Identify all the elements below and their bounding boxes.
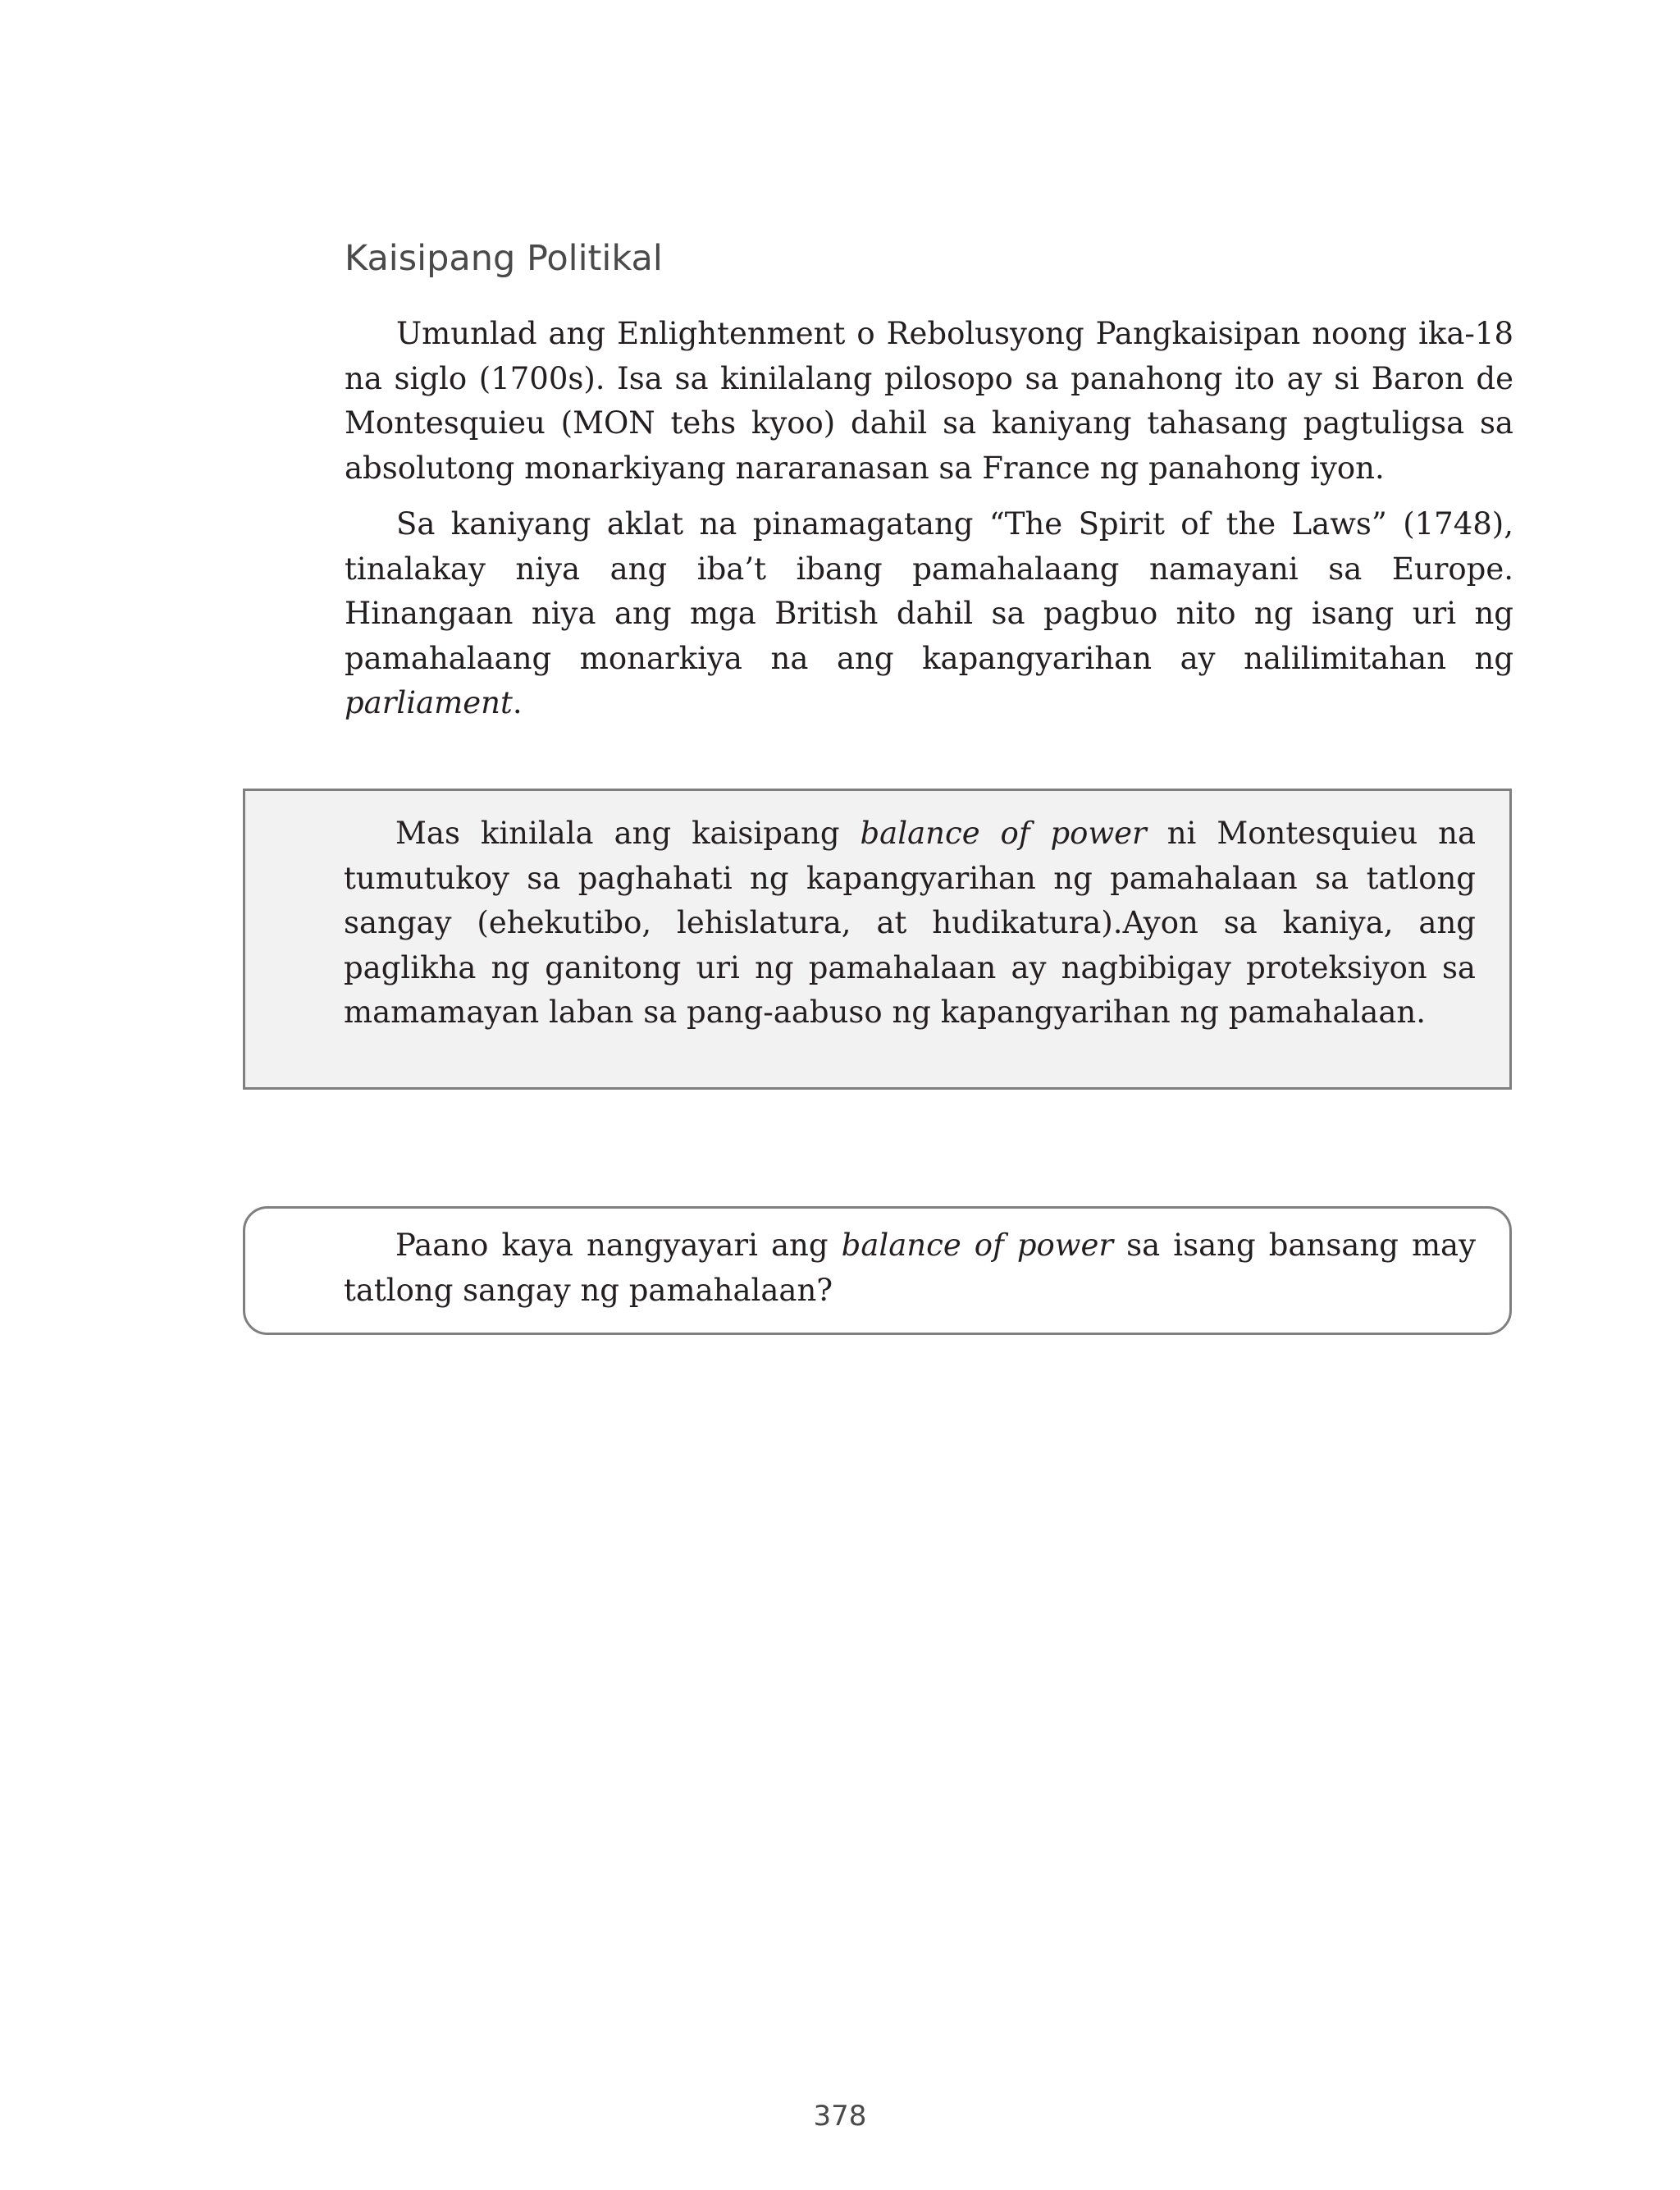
section-heading: Kaisipang Politikal (345, 238, 663, 279)
info-box (243, 789, 1512, 1090)
question-text-start: Paano kaya nangyayari ang (395, 1228, 842, 1263)
info-box-italic: balance of power (860, 816, 1147, 851)
paragraph-2-end: . (512, 685, 523, 720)
main-text (345, 312, 1513, 726)
question-box-text (344, 1223, 1476, 1313)
question-italic: balance of power (841, 1228, 1114, 1263)
paragraph-2-text: Sa kaniyang aklat na pinamagatang “The Spirit of the Laws” (1748), tinalakay niya ang iba’t ibang pamahalaang namayani sa Europe. Hinangaan niya ang mga British dahil sa pagbuo nito ng isang uri ng pamahalaang monarkiya na ang kapangyarihan ay nalilimitahan ng (345, 506, 1513, 676)
question-box (243, 1206, 1512, 1335)
paragraph-1: Umunlad ang Enlightenment o Rebolusyong Pangkaisipan noong ika-18 na siglo (1700s). Isa sa kinilalang pilosopo sa panahong ito ay si Baron de Montesquieu (MON tehs kyoo) dahil sa kaniyang tahasang pagtuligsa sa absolutong monarkiyang nararanasan sa France ng panahong iyon. (345, 316, 1513, 486)
page-number: 378 (813, 2100, 867, 2133)
question-text-end: sa isang bansang may tatlong sangay ng pamahalaan? (344, 1228, 1477, 1308)
info-box-text-start: Mas kinilala ang kaisipang (395, 816, 861, 851)
paragraph-2-italic: parliament (345, 685, 513, 720)
paragraph-2 (345, 502, 1513, 726)
info-box-paragraph (344, 812, 1476, 1036)
info-box-text-end: ni Montesquieu na tumutukoy sa paghahati ng kapangyarihan ng pamahalaan sa tatlong sangay (ehekutibo, lehislatura, at hudikatura).Ayon sa kaniya, ang paglikha ng ganitong uri ng pamahalaan ay nagbibigay proteksiyon sa mamamayan laban sa pang-aabuso ng kapangyarihan ng pamahalaan. (344, 816, 1477, 1030)
question-paragraph (344, 1223, 1476, 1313)
info-box-text (344, 812, 1476, 1036)
